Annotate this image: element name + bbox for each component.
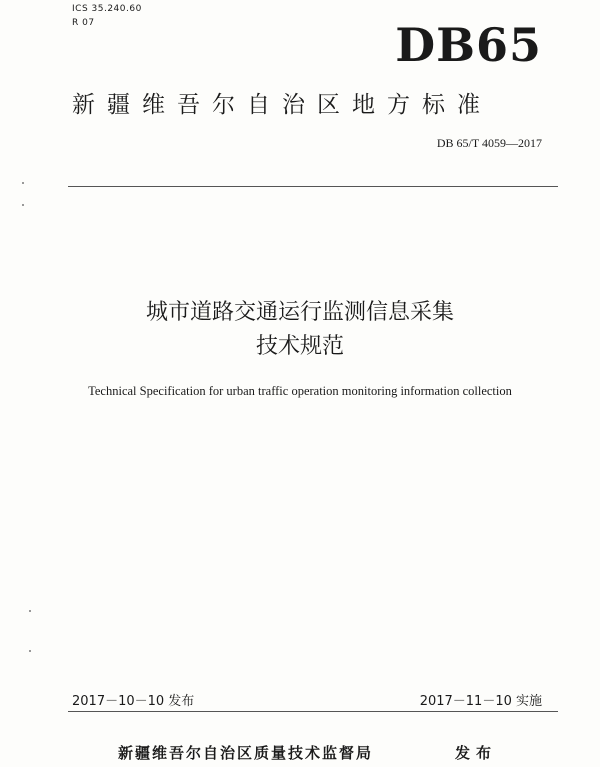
issued-label: 发布 — [455, 744, 498, 762]
chinese-title — [0, 296, 600, 364]
publish-date: 2017－10－10 发布 — [72, 694, 195, 709]
issuing-authority: 新疆维吾尔自治区质量技术监督局 — [118, 744, 374, 762]
ics-code: ICS 35.240.60 — [72, 4, 142, 14]
category-code: R 07 — [72, 18, 95, 28]
scan-mark — [22, 204, 24, 206]
scan-mark — [22, 182, 24, 184]
organization-title: 新疆维吾尔自治区地方标准 — [72, 92, 492, 118]
chinese-title-line-2: 技术规范 — [255, 334, 344, 359]
top-divider — [68, 186, 558, 187]
bottom-divider — [68, 711, 558, 712]
scan-mark — [29, 650, 31, 652]
scan-mark — [29, 610, 31, 612]
english-title: Technical Specification for urban traffic operation monitoring information collection — [88, 384, 512, 398]
chinese-title-line-1: 城市道路交通运行监测信息采集 — [145, 300, 454, 325]
standard-number: DB 65/T 4059—2017 — [436, 136, 542, 150]
db65-logo: DB65 — [395, 18, 542, 72]
implementation-date: 2017－11－10 实施 — [419, 694, 542, 709]
